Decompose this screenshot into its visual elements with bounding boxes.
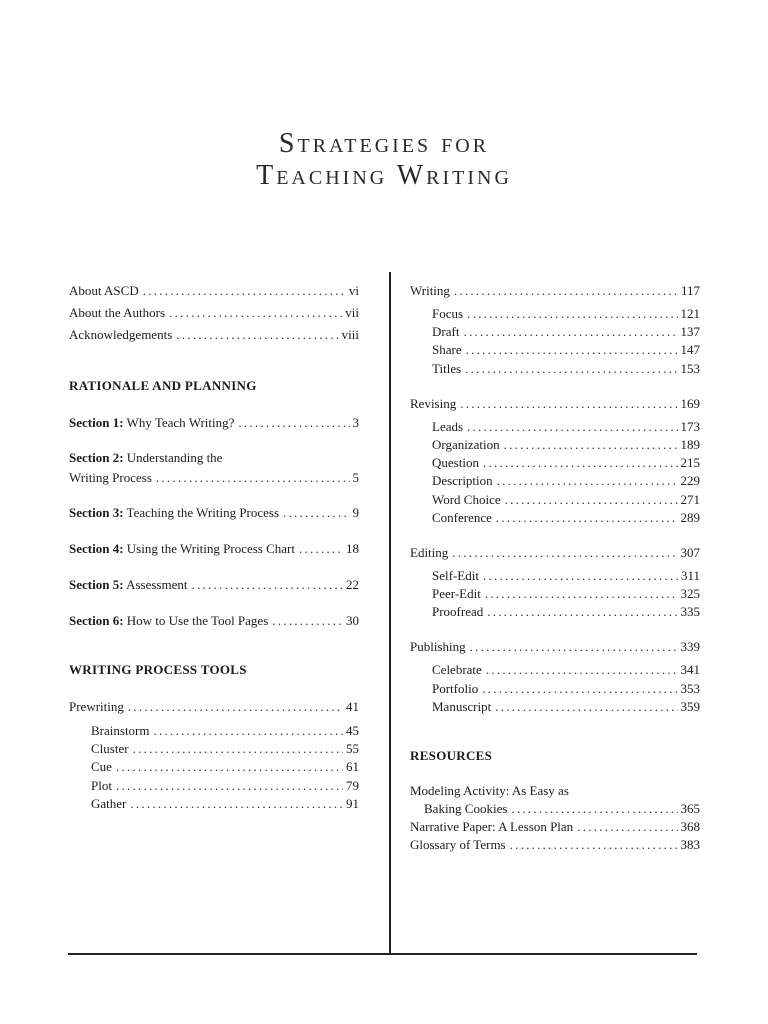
toc-entry-label: About the Authors <box>69 305 166 320</box>
toc-subentry-page: 271 <box>680 491 700 507</box>
dot-leader <box>128 696 343 718</box>
section-entry[interactable] <box>69 502 359 524</box>
toc-entry-publishing[interactable] <box>410 636 700 658</box>
toc-subentry-page: 289 <box>680 509 700 525</box>
toc-subentry-label: Celebrate <box>432 662 482 678</box>
toc-subentry[interactable] <box>69 722 359 740</box>
toc-subentry-page: 189 <box>680 436 700 452</box>
toc-subentry-label: Portfolio <box>432 680 479 696</box>
dot-leader <box>299 538 343 560</box>
toc-subentry-label: Draft <box>432 324 460 340</box>
dot-leader <box>485 585 678 603</box>
title-line-1: Strategies for <box>278 128 490 159</box>
section-label: Teaching the Writing Process <box>126 505 280 520</box>
toc-subentry-label: Brainstorm <box>91 723 150 738</box>
toc-entry-label: Acknowledgements <box>69 327 173 342</box>
toc-subentry[interactable] <box>410 454 700 472</box>
toc-entry-prewriting[interactable] <box>69 696 359 718</box>
toc-entry-page: vi <box>348 283 359 298</box>
dot-leader <box>486 661 678 679</box>
page-title <box>0 128 768 192</box>
dot-leader <box>510 836 678 854</box>
toc-entry-label: About ASCD <box>69 283 139 298</box>
toc-entry-label: Editing <box>410 544 449 560</box>
toc-subentry-label: Titles <box>432 360 462 376</box>
toc-subentry[interactable] <box>410 360 700 378</box>
dot-leader <box>452 542 677 564</box>
toc-subentry-label: Organization <box>432 436 500 452</box>
front-matter-list <box>69 280 359 346</box>
dot-leader <box>496 509 678 527</box>
toc-subentry-label: Proofread <box>432 604 484 620</box>
section-label: How to Use the Tool Pages <box>126 613 269 628</box>
toc-subentry[interactable] <box>410 661 700 679</box>
toc-subentry-page: 311 <box>680 567 700 583</box>
section-label-line1: Understanding the <box>126 450 223 465</box>
toc-subentry-label: Conference <box>432 509 492 525</box>
toc-subentry[interactable] <box>410 491 700 509</box>
toc-subentry[interactable] <box>410 323 700 341</box>
section-page: 5 <box>352 470 359 485</box>
dot-leader <box>176 324 338 346</box>
toc-entry-page: 41 <box>346 699 359 714</box>
title-line-2: Teaching Writing <box>256 160 512 191</box>
resources-heading: RESOURCES <box>410 748 493 763</box>
column-divider <box>389 272 391 954</box>
section-page: 9 <box>352 505 359 520</box>
prewriting-sublist <box>69 722 359 813</box>
toc-subentry-page: 215 <box>680 455 700 471</box>
toc-subentry[interactable] <box>410 680 700 698</box>
dot-leader <box>272 610 343 632</box>
bottom-rule <box>68 953 697 955</box>
resource-entry[interactable] <box>410 818 700 836</box>
toc-subentry-page: 91 <box>346 795 359 811</box>
toc-subentry-page: 121 <box>680 306 700 321</box>
toc-subentry[interactable] <box>410 418 700 436</box>
section-label: Assessment <box>126 577 188 592</box>
dot-leader <box>238 412 349 434</box>
toc-entry-page: vii <box>345 305 359 320</box>
toc-subentry[interactable] <box>410 436 700 454</box>
dot-leader <box>487 603 677 621</box>
toc-subentry[interactable] <box>410 509 700 527</box>
toc-entry-revising[interactable] <box>410 393 700 415</box>
dot-leader <box>467 418 677 436</box>
tools-heading: WRITING PROCESS TOOLS <box>69 662 247 677</box>
section-label: Using the Writing Process Chart <box>126 541 296 556</box>
dot-leader <box>156 468 350 488</box>
toc-subentry-page: 55 <box>346 741 359 757</box>
toc-subentry-page: 325 <box>680 586 700 602</box>
toc-subentry[interactable] <box>69 740 359 758</box>
resource-label-line1: Modeling Activity: As Easy as <box>410 783 569 798</box>
toc-subentry-page: 229 <box>680 473 700 489</box>
section-page: 22 <box>346 577 359 592</box>
toc-subentry-page: 61 <box>346 759 359 775</box>
toc-entry-label: Publishing <box>410 639 466 655</box>
toc-subentry-label: Focus <box>432 306 464 321</box>
dot-leader <box>454 280 678 302</box>
dot-leader <box>467 305 677 323</box>
writing-sublist <box>410 305 700 378</box>
dot-leader <box>482 680 677 698</box>
resource-page: 368 <box>680 819 700 834</box>
resource-page: 383 <box>680 837 700 852</box>
toc-subentry[interactable] <box>69 777 359 795</box>
toc-entry-editing[interactable] <box>410 542 700 564</box>
toc-subentry-page: 153 <box>680 360 700 376</box>
toc-entry[interactable] <box>69 302 359 324</box>
dot-leader <box>505 491 678 509</box>
toc-entry-label: Revising <box>410 395 457 411</box>
dot-leader <box>483 454 678 472</box>
toc-entry-label: Writing <box>410 283 450 298</box>
toc-entry-page: 169 <box>680 395 700 411</box>
toc-subentry-page: 353 <box>680 680 700 696</box>
section-entry[interactable] <box>69 448 359 488</box>
toc-entry[interactable] <box>69 324 359 346</box>
dot-leader <box>511 800 677 818</box>
resource-label: Narrative Paper: A Lesson Plan <box>410 819 574 834</box>
toc-subentry-label: Word Choice <box>432 491 501 507</box>
dot-leader <box>460 393 677 415</box>
toc-left-column <box>69 280 359 813</box>
revising-sublist <box>410 418 700 527</box>
toc-subentry[interactable] <box>410 585 700 603</box>
resource-label: Glossary of Terms <box>410 837 506 852</box>
toc-subentry-page: 341 <box>680 662 700 678</box>
section-entry[interactable] <box>69 610 359 632</box>
toc-entry-page: 307 <box>680 544 700 560</box>
toc-subentry-label: Manuscript <box>432 698 492 714</box>
dot-leader <box>483 567 678 585</box>
toc-subentry-label: Self-Edit <box>432 567 479 583</box>
toc-subentry-label: Peer-Edit <box>432 586 481 602</box>
dot-leader <box>463 323 677 341</box>
section-page: 3 <box>352 415 359 430</box>
resource-entry[interactable] <box>410 836 700 854</box>
toc-entry-page: 339 <box>680 639 700 655</box>
dot-leader <box>130 795 343 813</box>
toc-subentry[interactable] <box>410 305 700 323</box>
publishing-sublist <box>410 661 700 716</box>
toc-entry-page: viii <box>341 327 359 342</box>
toc-subentry[interactable] <box>410 341 700 359</box>
section-number: Section 1: <box>69 415 124 430</box>
toc-subentry-label: Gather <box>91 795 127 811</box>
toc-subentry-page: 359 <box>680 698 700 714</box>
toc-entry-label: Prewriting <box>69 699 124 714</box>
section-number: Section 3: <box>69 505 124 520</box>
toc-right-column <box>410 280 700 854</box>
toc-subentry[interactable] <box>69 758 359 776</box>
section-number: Section 2: <box>69 450 124 465</box>
toc-subentry-label: Question <box>432 455 479 471</box>
toc-entry-writing[interactable] <box>410 280 700 302</box>
dot-leader <box>169 302 342 324</box>
toc-subentry-page: 173 <box>680 418 700 434</box>
resource-entry[interactable] <box>410 782 700 818</box>
dot-leader <box>154 722 344 740</box>
toc-subentry[interactable] <box>410 567 700 585</box>
dot-leader <box>133 740 343 758</box>
section-label: Writing Process <box>69 470 152 485</box>
toc-subentry-label: Leads <box>432 418 464 434</box>
dot-leader <box>470 636 678 658</box>
dot-leader <box>497 472 678 490</box>
toc-subentry[interactable] <box>69 795 359 813</box>
toc-subentry[interactable] <box>410 472 700 490</box>
toc-subentry-page: 335 <box>680 604 700 620</box>
section-entry[interactable] <box>69 412 359 434</box>
section-number: Section 4: <box>69 541 124 556</box>
toc-subentry-page: 147 <box>680 342 700 358</box>
dot-leader <box>495 698 677 716</box>
toc-entry[interactable] <box>69 280 359 302</box>
toc-subentry-label: Cue <box>91 759 112 775</box>
editing-sublist <box>410 567 700 622</box>
rationale-heading: RATIONALE AND PLANNING <box>69 378 257 393</box>
dot-leader <box>116 758 343 776</box>
dot-leader <box>191 574 343 596</box>
toc-subentry[interactable] <box>410 698 700 716</box>
section-entry[interactable] <box>69 538 359 560</box>
toc-subentry-label: Description <box>432 473 493 489</box>
section-page: 18 <box>346 541 359 556</box>
toc-subentry-label: Plot <box>91 777 112 793</box>
dot-leader <box>504 436 678 454</box>
toc-subentry-page: 45 <box>346 723 359 738</box>
resource-label: Baking Cookies <box>424 801 508 816</box>
toc-subentry-page: 137 <box>680 324 700 340</box>
section-page: 30 <box>346 613 359 628</box>
toc-subentry-label: Share <box>432 342 462 358</box>
resource-page: 365 <box>680 801 700 816</box>
dot-leader <box>283 502 349 524</box>
toc-subentry-page: 79 <box>346 777 359 793</box>
section-label: Why Teach Writing? <box>126 415 235 430</box>
section-number: Section 6: <box>69 613 124 628</box>
dot-leader <box>466 341 678 359</box>
section-number: Section 5: <box>69 577 124 592</box>
toc-subentry-label: Cluster <box>91 741 129 757</box>
toc-subentry[interactable] <box>410 603 700 621</box>
section-entry[interactable] <box>69 574 359 596</box>
dot-leader <box>116 777 343 795</box>
dot-leader <box>143 280 346 302</box>
dot-leader <box>577 818 677 836</box>
toc-entry-page: 117 <box>680 283 700 298</box>
dot-leader <box>465 360 677 378</box>
